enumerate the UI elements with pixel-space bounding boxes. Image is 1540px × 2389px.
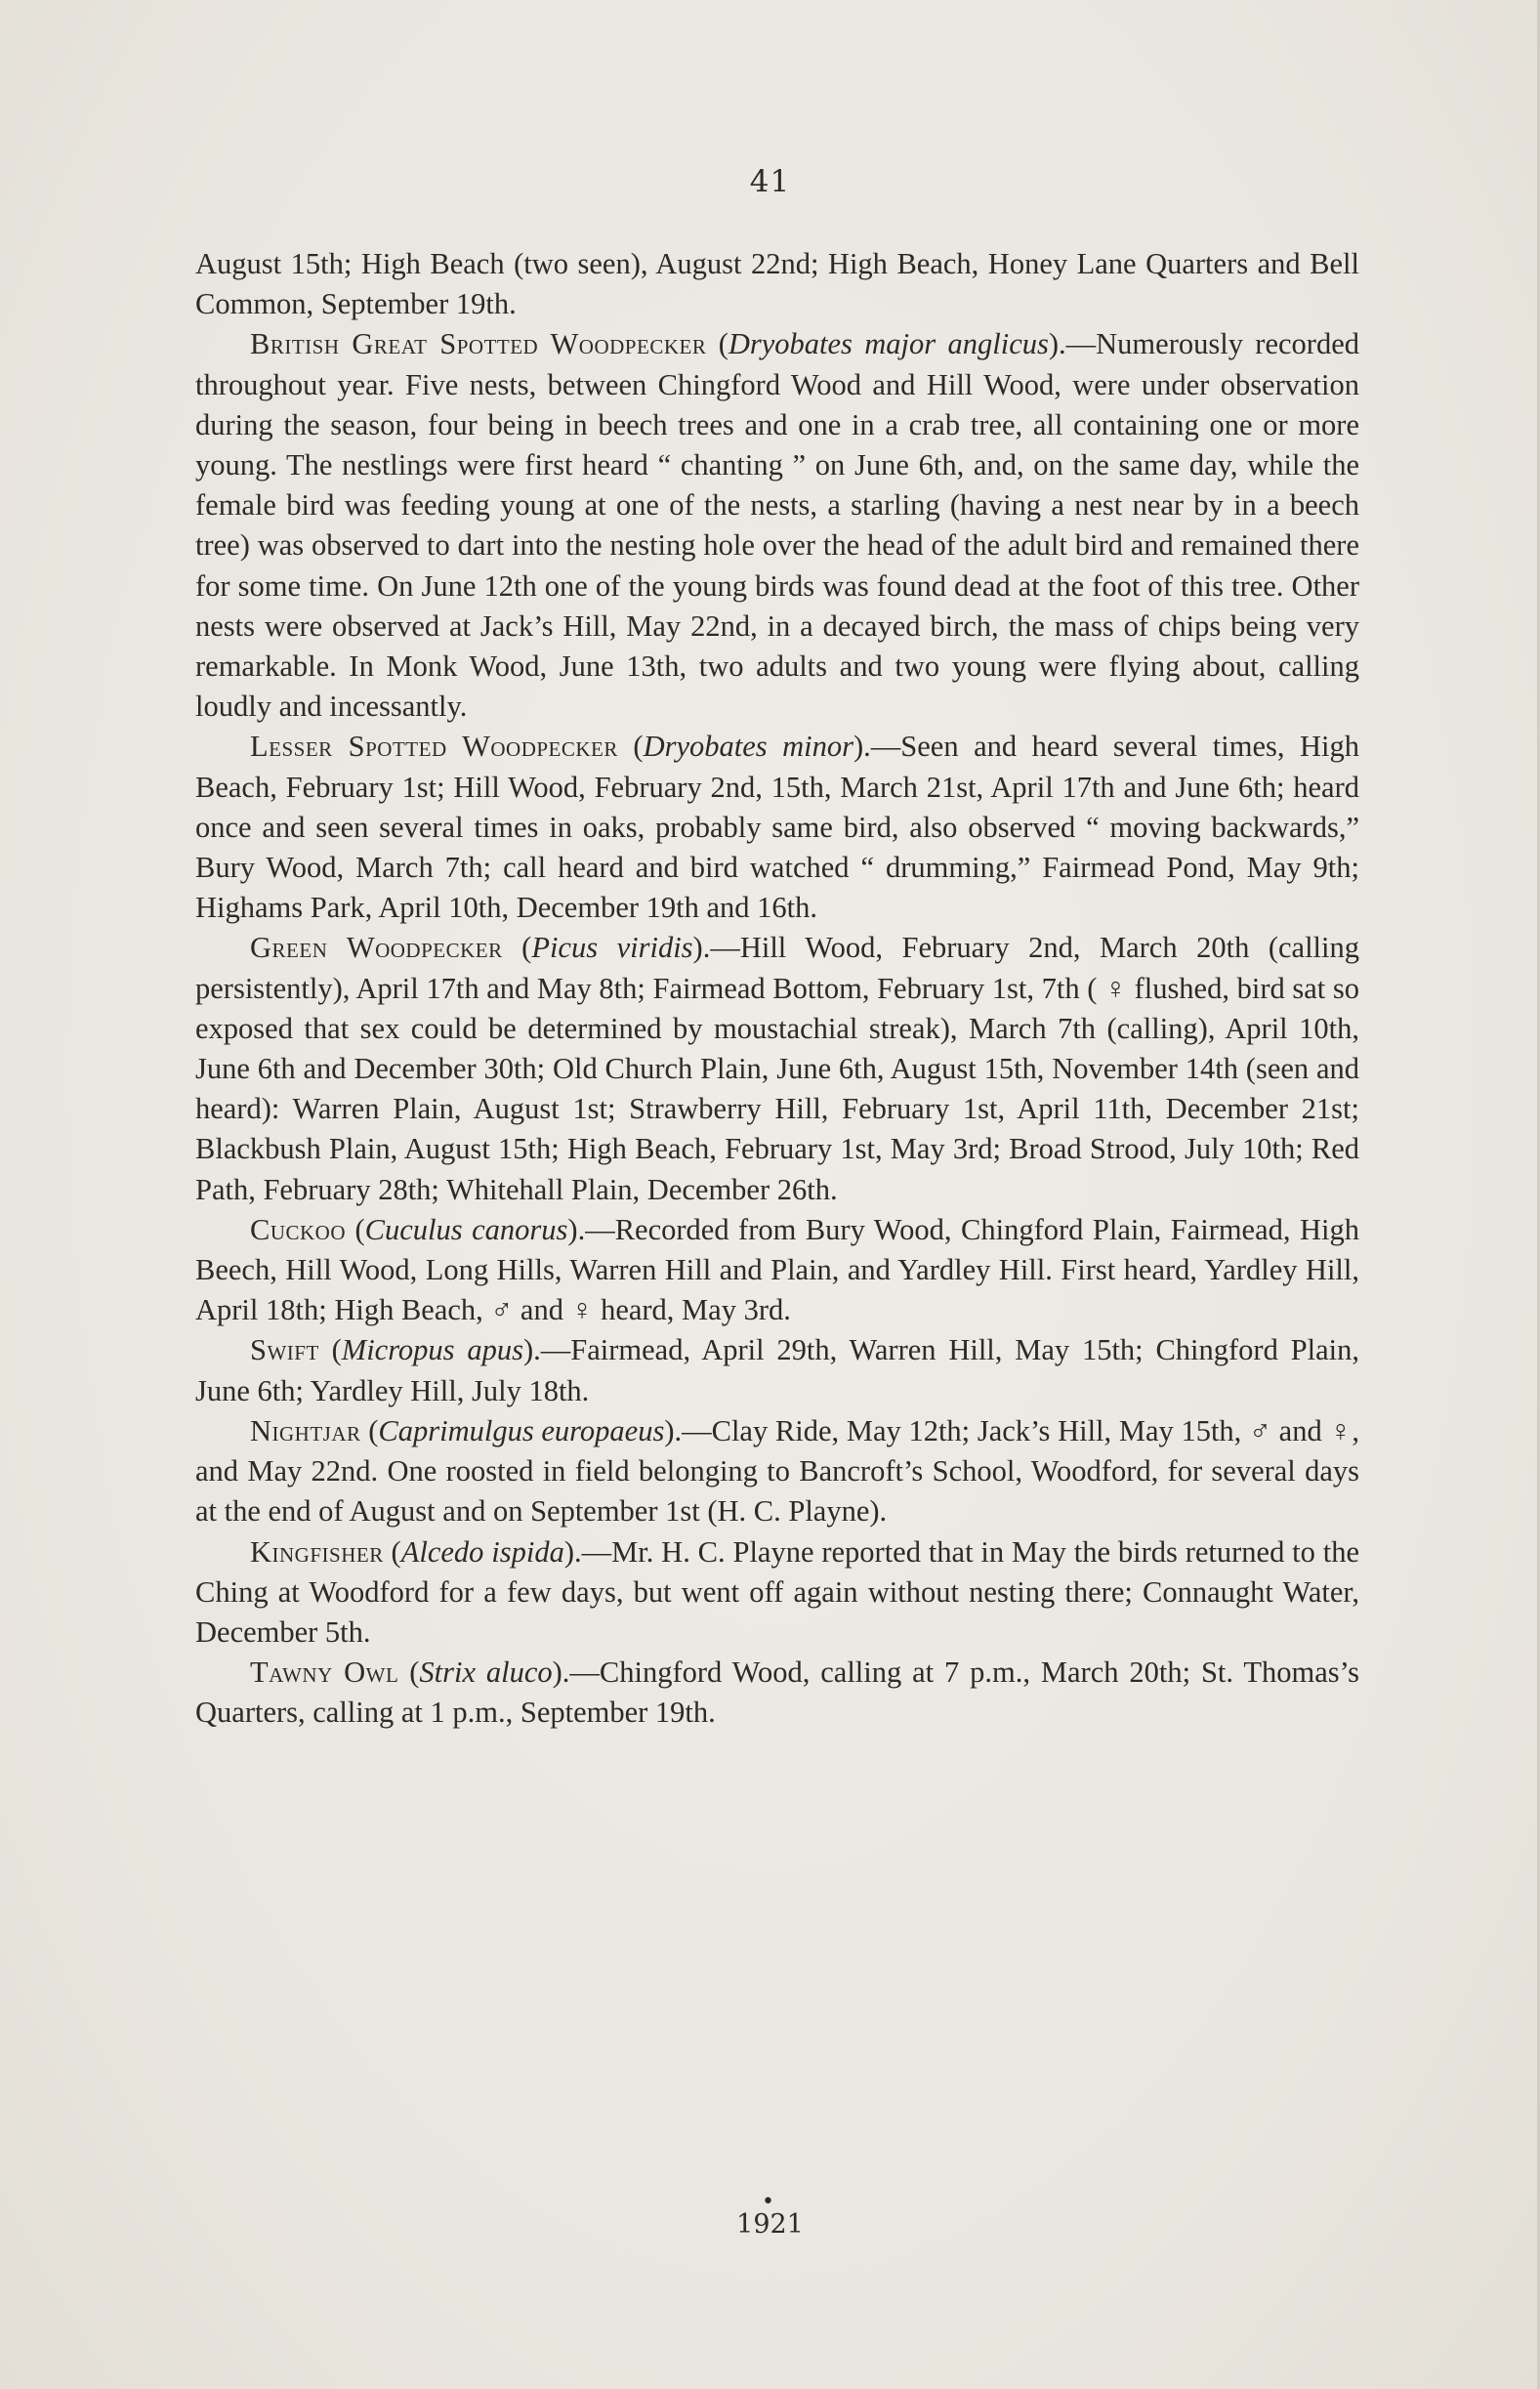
species-name: Green Woodpecker	[250, 931, 503, 965]
scientific-name: Alcedo ispida	[400, 1534, 564, 1569]
scientific-name: Micropus apus	[341, 1333, 523, 1367]
paragraph-text: (	[318, 1333, 342, 1367]
paragraph	[195, 1411, 1359, 1532]
footer-year: 1921	[736, 2209, 804, 2240]
paragraph-text: ).—Mr. H. C. Playne reported that in May the birds returned to the Ching at Woodford for a few days, but went off again without nesting there; Connaught Water, December 5th.	[195, 1534, 1360, 1649]
species-name: Tawny Owl	[250, 1656, 399, 1690]
paragraph-text: ).—Fairmead, April 29th, Warren Hill, May 15th; Chingford Plain, June 6th; Yardley Hill, July 18th.	[195, 1333, 1359, 1407]
paragraph	[195, 324, 1359, 727]
page-number: 41	[749, 164, 791, 199]
species-name: Cuckoo	[250, 1212, 347, 1246]
scientific-name: Dryobates minor	[643, 730, 854, 764]
species-name: Kingfisher	[250, 1534, 384, 1569]
species-name: Nightjar	[250, 1413, 361, 1447]
paragraph-text: (	[383, 1534, 401, 1569]
paragraph-text: (	[346, 1212, 365, 1246]
scientific-name: Dryobates major anglicus	[728, 327, 1049, 361]
species-name: Swift	[250, 1333, 319, 1367]
paragraph	[195, 1330, 1359, 1410]
paragraph	[195, 1532, 1359, 1654]
paragraph	[195, 1210, 1359, 1331]
paragraph-text: ).—Clay Ride, May 12th; Jack’s Hill, May 15th, ♂ and ♀, and May 22nd. One roosted in field belonging to Bancroft’s School, Woodford, for several days at the end of August and on September 1st (H. C. Playne).	[195, 1413, 1359, 1529]
scientific-name: Caprimulgus europaeus	[378, 1413, 665, 1447]
page-body	[195, 244, 1359, 1734]
species-name: Lesser Spotted Woodpecker	[250, 730, 618, 764]
paragraph-text: (	[617, 730, 644, 764]
paragraph-text: (	[706, 327, 728, 361]
paragraph-text: August 15th; High Beach (two seen), August 22nd; High Beach, Honey Lane Quarters and Bell Common, September 19th.	[195, 247, 1359, 321]
paragraph	[195, 727, 1359, 928]
scientific-name: Strix aluco	[419, 1656, 553, 1690]
scientific-name: Cuculus canorus	[364, 1212, 568, 1246]
paragraph	[195, 928, 1359, 1209]
paragraph-text: ).—Hill Wood, February 2nd, March 20th (calling persistently), April 17th and May 8th; Fairmead Bottom, February 1st, 7th ( ♀ flushed, bird sat so exposed that sex could be determined by moustachial streak), March 7th (calling), April 10th, June 6th and December 30th; Old Church Plain, June 6th, August 15th, November 14th (seen and heard): Warren Plain, August 1st; Strawberry Hill, February 1st, April 11th, December 21st; Blackbush Plain, August 15th; High Beach, February 1st, May 3rd; Broad Strood, July 10th; Red Path, February 28th; Whitehall Plain, December 26th.	[195, 931, 1359, 1206]
paragraph-text: (	[502, 931, 532, 965]
paragraph-text: ).—Seen and heard several times, High Beach, February 1st; Hill Wood, February 2nd, 15th, March 21st, April 17th and June 6th; heard once and seen several times in oaks, probably same bird, also observed “ moving backwards,” Bury Wood, March 7th; call heard and bird watched “ drumming,” Fairmead Pond, May 9th; Highams Park, April 10th, December 19th and 16th.	[195, 730, 1359, 925]
paragraph-text: ).—Chingford Wood, calling at 7 p.m., March 20th; St. Thomas’s Quarters, calling at 1 p.m., September 19th.	[195, 1656, 1359, 1730]
scientific-name: Picus viridis	[531, 931, 693, 965]
species-name: British Great Spotted Woodpecker	[250, 327, 707, 361]
paragraph-text: (	[398, 1656, 420, 1690]
footer-mark: •	[762, 2190, 774, 2214]
paragraph-text: ).—Recorded from Bury Wood, Chingford Plain, Fairmead, High Beech, Hill Wood, Long Hills, Warren Hill and Plain, and Yardley Hill. First heard, Yardley Hill, April 18th; High Beach, ♂ and ♀ heard, May 3rd.	[195, 1212, 1359, 1327]
paragraph-text: ).—Numerously recorded throughout year. Five nests, between Chingford Wood and Hill Wood, were under observation during the season, four being in beech trees and one in a crab tree, all containing one or more young. The nestlings were first heard “ chanting ” on June 6th, and, on the same day, while the female bird was feeding young at one of the nests, a starling (having a nest near by in a beech tree) was observed to dart into the nesting hole over the head of the adult bird and remained there for some time. On June 12th one of the young birds was found dead at the foot of this tree. Other nests were observed at Jack’s Hill, May 22nd, in a decayed birch, the mass of chips being very remarkable. In Monk Wood, June 13th, two adults and two young were flying about, calling loudly and incessantly.	[195, 327, 1359, 724]
paragraph	[195, 1653, 1359, 1733]
paragraph	[195, 244, 1359, 324]
paragraph-text: (	[360, 1413, 379, 1447]
